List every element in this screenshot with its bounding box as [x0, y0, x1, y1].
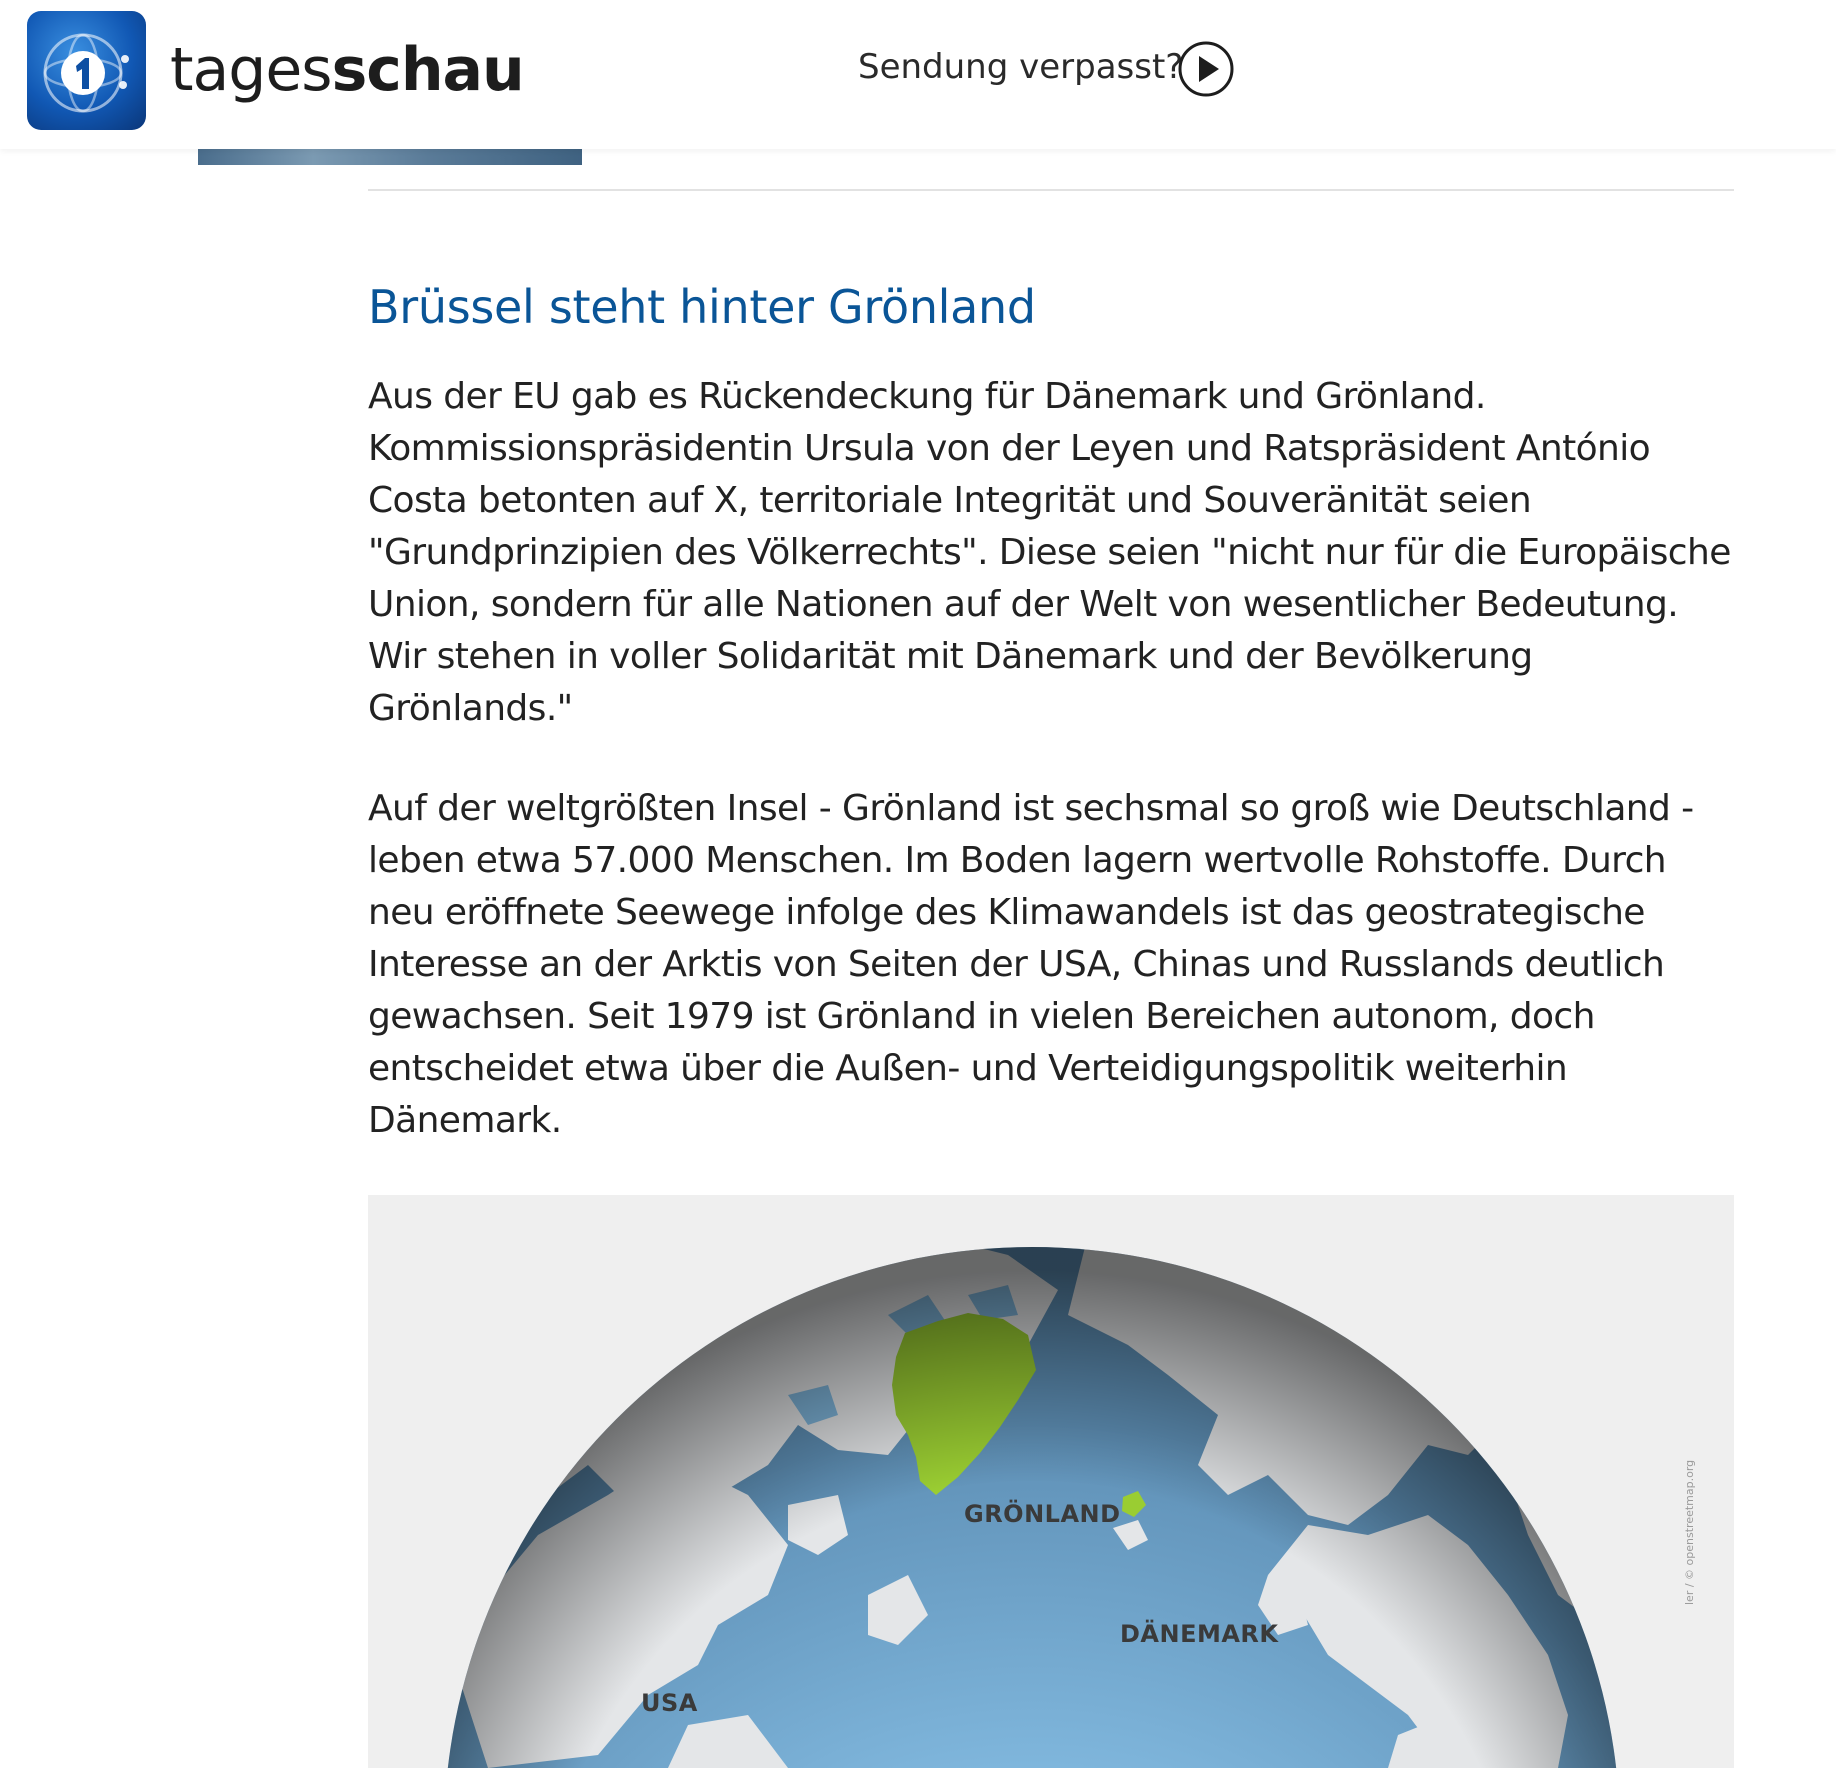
paragraph-line: leben etwa 57.000 Menschen. Im Boden lagern wertvolle Rohstoffe. Durch: [368, 840, 1666, 881]
missed-broadcast-link[interactable]: Sendung verpasst?: [858, 47, 1184, 87]
brand-regular-text: tages: [170, 35, 332, 105]
play-circle-icon[interactable]: [1177, 40, 1235, 98]
greenland-globe-map[interactable]: [368, 1195, 1734, 1768]
paragraph-line: Grönlands.": [368, 688, 573, 729]
paragraph-line: Aus der EU gab es Rückendeckung für Dänemark und Grönland.: [368, 376, 1486, 417]
paragraph-line: gewachsen. Seit 1979 ist Grönland in vielen Bereichen autonom, doch: [368, 996, 1595, 1037]
brand-wordmark[interactable]: [170, 30, 524, 110]
hero-image-edge: [198, 149, 582, 165]
paragraph-line: Union, sondern für alle Nationen auf der Welt von wesentlicher Bedeutung.: [368, 584, 1679, 625]
section-divider: [368, 189, 1734, 191]
brand-bold-text: schau: [331, 35, 524, 105]
paragraph-line: Costa betonten auf X, territoriale Integrität und Souveränität seien: [368, 480, 1532, 521]
map-label-greenland: GRÖNLAND: [964, 1500, 1121, 1528]
paragraph-line: Wir stehen in voller Solidarität mit Dänemark und der Bevölkerung: [368, 636, 1533, 677]
paragraph-line: Kommissionspräsidentin Ursula von der Leyen und Ratspräsident António: [368, 428, 1651, 469]
article-paragraph-2: [368, 783, 1768, 1147]
paragraph-line: Auf der weltgrößten Insel - Grönland ist sechsmal so groß wie Deutschland -: [368, 788, 1694, 829]
map-credit: ler / © openstreetmap.org: [1683, 1459, 1696, 1605]
ard-logo-icon[interactable]: [27, 11, 146, 130]
paragraph-line: Interesse an der Arktis von Seiten der USA, Chinas und Russlands deutlich: [368, 944, 1665, 985]
map-label-usa: USA: [641, 1689, 698, 1717]
map-label-denmark: DÄNEMARK: [1120, 1620, 1279, 1648]
section-heading: Brüssel steht hinter Grönland: [368, 280, 1036, 334]
site-header: [0, 0, 1836, 149]
paragraph-line: neu eröffnete Seewege infolge des Klimawandels ist das geostrategische: [368, 892, 1645, 933]
paragraph-line: entscheidet etwa über die Außen- und Verteidigungspolitik weiterhin: [368, 1048, 1568, 1089]
paragraph-line: "Grundprinzipien des Völkerrechts". Diese seien "nicht nur für die Europäische: [368, 532, 1731, 573]
article-paragraph-1: [368, 371, 1768, 735]
paragraph-line: Dänemark.: [368, 1100, 562, 1141]
